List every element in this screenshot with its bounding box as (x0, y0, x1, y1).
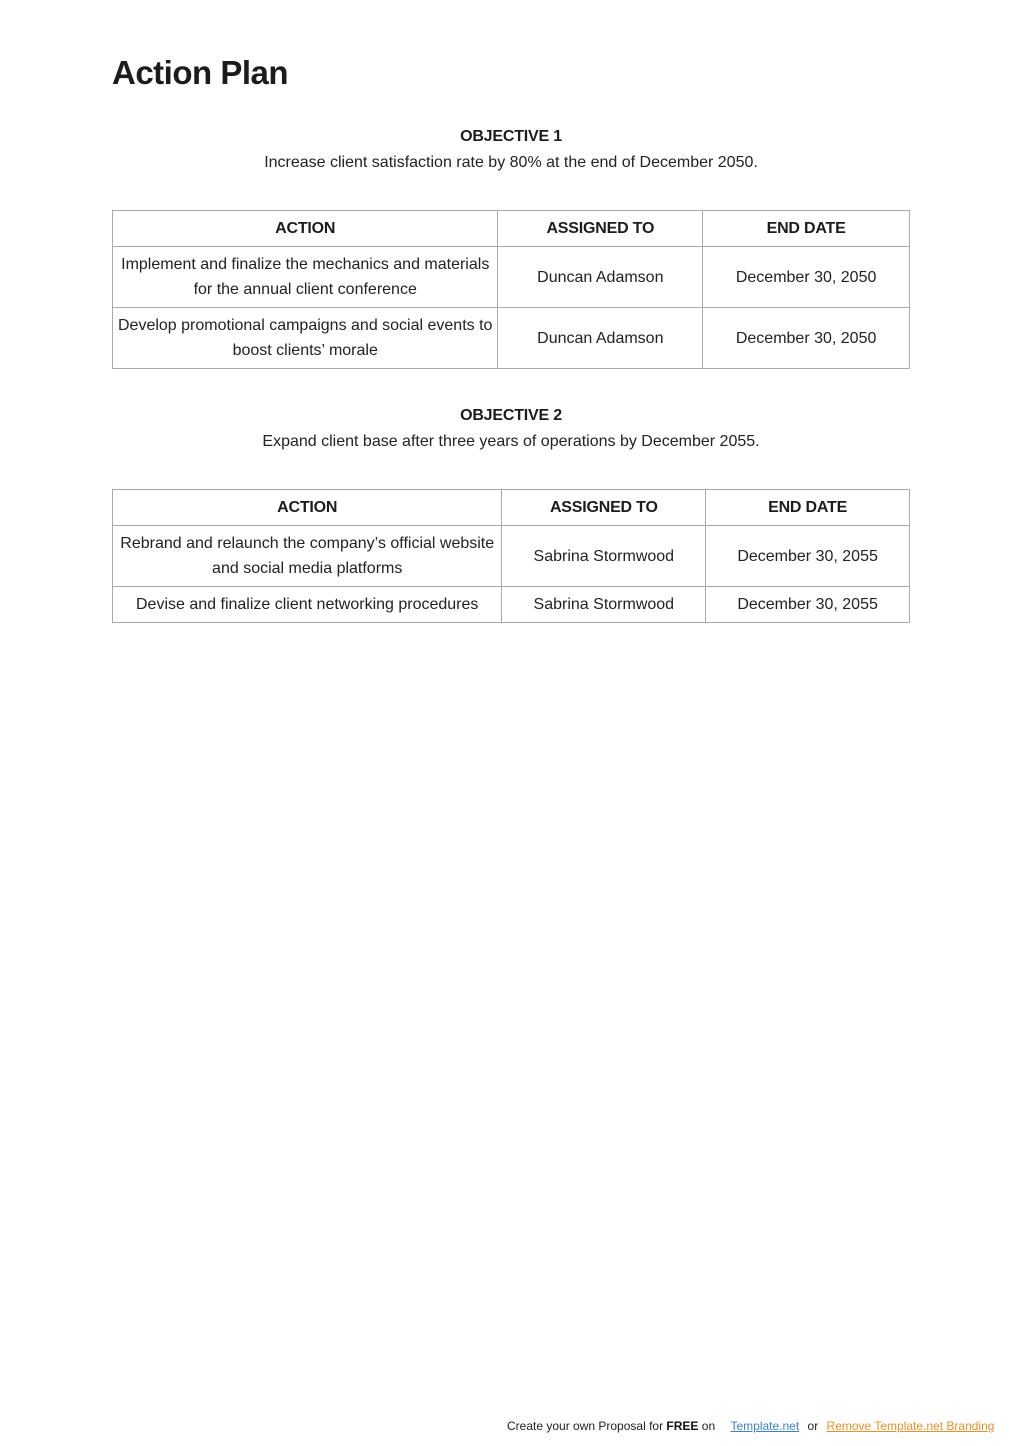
end-date-cell: December 30, 2050 (703, 308, 910, 369)
table-header-row (113, 211, 910, 247)
assigned-to-cell: Sabrina Stormwood (502, 526, 706, 587)
action-cell: Devise and finalize client networking procedures (113, 587, 502, 623)
footer-on: on (698, 1419, 716, 1433)
footer-prefix: Create your own Proposal for (507, 1419, 667, 1433)
footer-or: or (807, 1419, 819, 1433)
end-date-cell: December 30, 2055 (706, 587, 910, 623)
table-row (113, 247, 910, 308)
column-header-end-date: END DATE (703, 211, 910, 247)
table-row (113, 526, 910, 587)
template-net-link[interactable]: Template.net (730, 1419, 800, 1433)
footer-free-label: FREE (666, 1419, 699, 1433)
action-cell: Implement and finalize the mechanics and materials for the annual client conference (113, 247, 498, 308)
action-cell: Rebrand and relaunch the company’s official website and social media platforms (113, 526, 502, 587)
column-header-assigned-to: ASSIGNED TO (502, 490, 706, 526)
assigned-to-cell: Duncan Adamson (498, 308, 703, 369)
end-date-cell: December 30, 2050 (703, 247, 910, 308)
objective-1 (112, 125, 910, 176)
column-header-action: ACTION (113, 490, 502, 526)
objective-description: Expand client base after three years of operations by December 2055. (262, 433, 760, 450)
branding-footer (507, 1419, 994, 1433)
assigned-to-cell: Sabrina Stormwood (502, 587, 706, 623)
objective-heading: OBJECTIVE 1 (460, 128, 562, 145)
end-date-cell: December 30, 2055 (706, 526, 910, 587)
objective-1-table (112, 210, 910, 369)
objective-2-table (112, 489, 910, 623)
table-header-row (113, 490, 910, 526)
remove-branding-link[interactable]: Remove Template.net Branding (826, 1419, 995, 1433)
assigned-to-cell: Duncan Adamson (498, 247, 703, 308)
column-header-action: ACTION (113, 211, 498, 247)
table-row (113, 587, 910, 623)
column-header-end-date: END DATE (706, 490, 910, 526)
objective-heading: OBJECTIVE 2 (460, 407, 562, 424)
action-cell: Develop promotional campaigns and social events to boost clients’ morale (113, 308, 498, 369)
column-header-assigned-to: ASSIGNED TO (498, 211, 703, 247)
objective-2 (112, 404, 910, 455)
table-row (113, 308, 910, 369)
objective-description: Increase client satisfaction rate by 80% at the end of December 2050. (264, 154, 758, 171)
page-title: Action Plan (112, 54, 289, 91)
